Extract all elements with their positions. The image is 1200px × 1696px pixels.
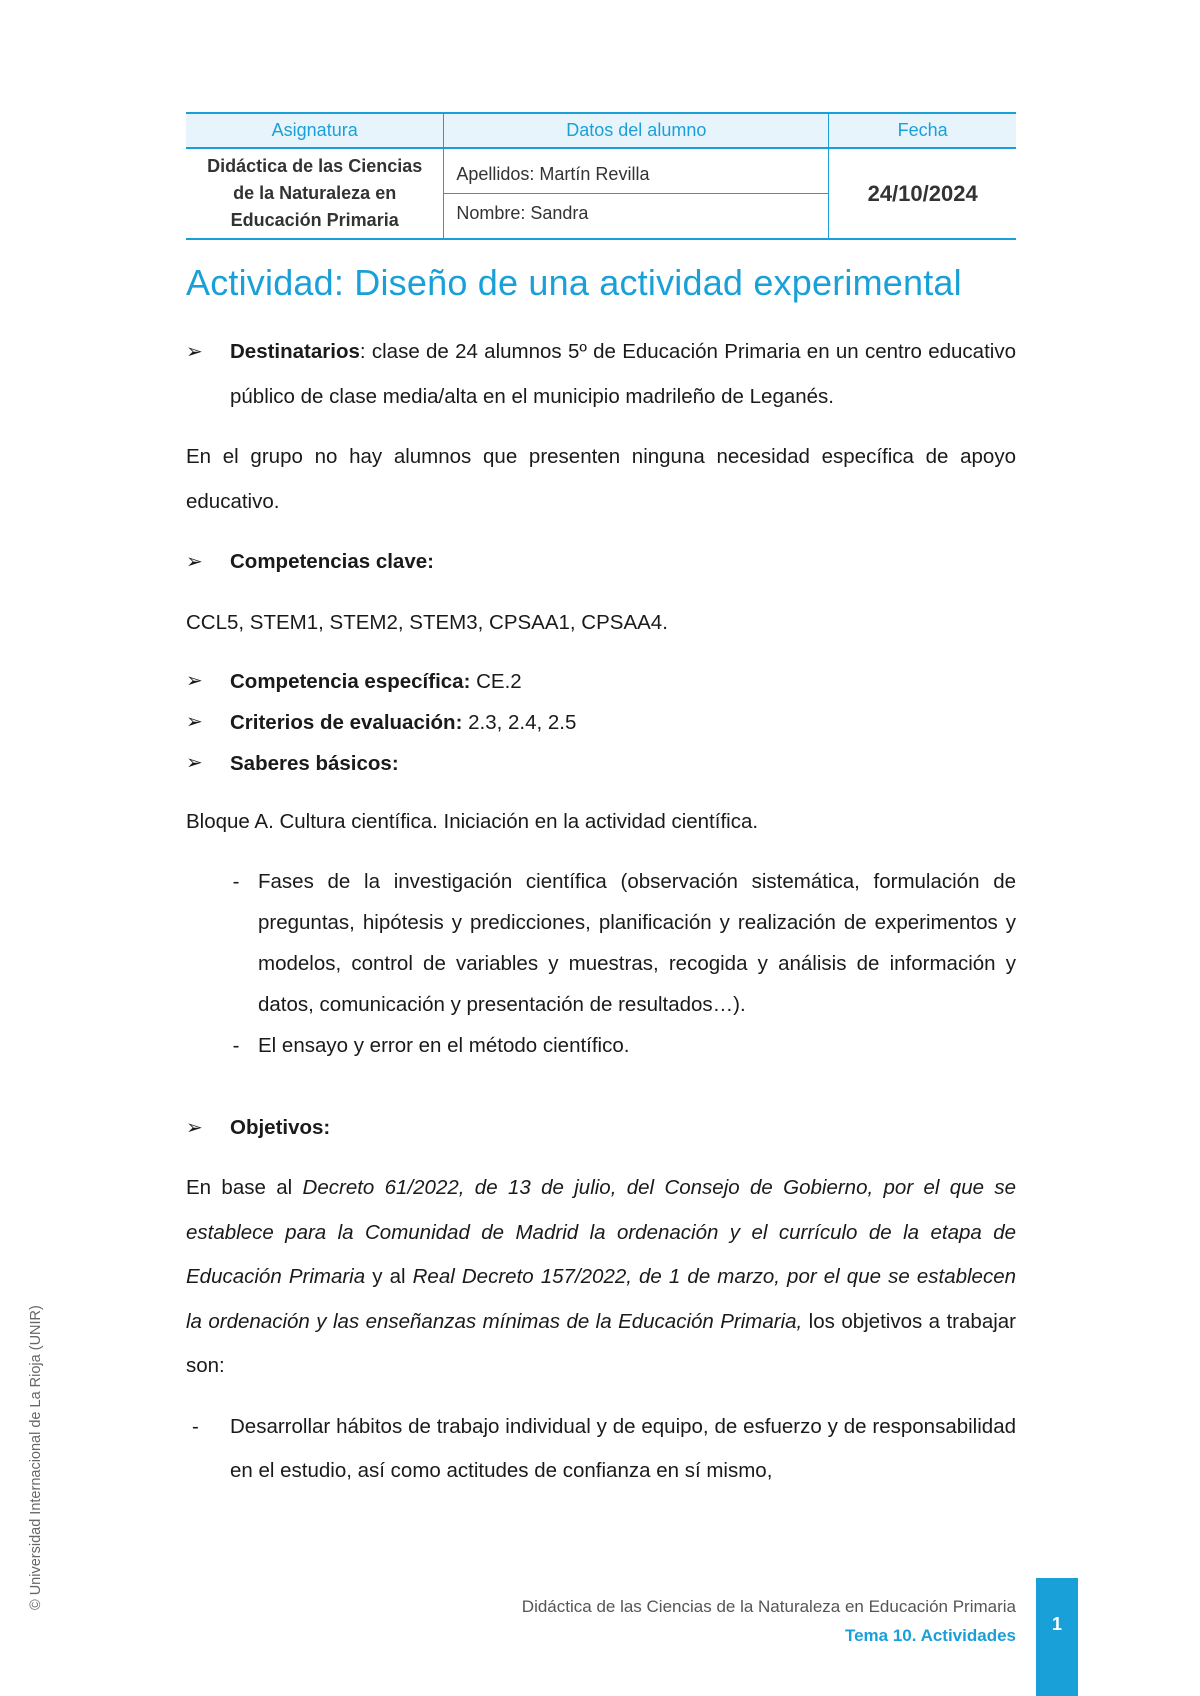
- page-number: 1: [1036, 1578, 1078, 1696]
- student-name: Nombre: Sandra: [456, 202, 589, 223]
- list-item: [186, 743, 1016, 784]
- dash-bullet: -: [232, 1033, 240, 1057]
- grupo-paragraph: En el grupo no hay alumnos que presenten ninguna necesidad específica de apoyo educativo.: [186, 445, 1016, 513]
- list-item: [186, 1106, 1016, 1151]
- objetivos-paragraph: [186, 1166, 1016, 1389]
- competencias-paragraph: CCL5, STEM1, STEM2, STEM3, CPSAA1, CPSAA4.: [186, 610, 668, 634]
- student-cell: [444, 148, 829, 239]
- subject-cell: [186, 148, 444, 239]
- comp-especifica-text: CE.2: [470, 670, 522, 693]
- criterios-label: Criterios de evaluación:: [230, 711, 463, 734]
- header-col-student: Datos del alumno: [444, 113, 829, 148]
- competencias-label: Competencias clave:: [230, 550, 434, 573]
- arrowhead-bullet-icon: ➢: [186, 711, 203, 733]
- list-item: [186, 1405, 1016, 1494]
- dash-bullet: -: [192, 1414, 199, 1438]
- document-body: [186, 330, 1016, 1494]
- objetivo-text: Desarrollar hábitos de trabajo individual y de equipo, de esfuerzo y de responsabilidad en el estudio, así como actitudes de confianza en sí mismo,: [230, 1414, 1016, 1482]
- copyright-notice: © Universidad Internacional de La Rioja (UNIR): [28, 1305, 44, 1610]
- date-cell: 24/10/2024: [829, 148, 1016, 239]
- arrowhead-bullet-icon: ➢: [186, 341, 203, 363]
- saber-text: El ensayo y error en el método científico.: [258, 1033, 630, 1057]
- arrowhead-bullet-icon: ➢: [186, 1116, 203, 1139]
- decreto-citation: Decreto 61/2022, de 13 de julio, del Consejo de Gobierno, por el que se establece para la Comunidad de Madrid la ordenación y el currículo de la etapa de Educación Primaria: [186, 1176, 1017, 1288]
- destinatarios-label: Destinatarios: [230, 340, 360, 363]
- decreto-citation: Real Decreto 157/2022, de 1 de marzo, por el que se establecen la ordenación y las enseñanzas mínimas de la Educación Primaria,: [186, 1265, 1016, 1333]
- comp-especifica-label: Competencia específica:: [230, 670, 471, 693]
- list-item: [186, 540, 1016, 585]
- list-item: [186, 330, 1016, 419]
- list-item: [186, 861, 1016, 1025]
- page-title: Actividad: Diseño de una actividad experimental: [186, 262, 962, 303]
- header-col-subject: Asignatura: [186, 113, 444, 148]
- dash-bullet: -: [232, 869, 240, 893]
- list-item: [186, 1025, 1016, 1066]
- arrowhead-bullet-icon: ➢: [186, 551, 203, 573]
- destinatarios-text: : clase de 24 alumnos 5º de Educación Primaria en un centro educativo público de clase media/alta en el municipio madrileño de Leganés.: [230, 340, 1016, 408]
- objetivos-label: Objetivos:: [230, 1115, 331, 1139]
- obj-intro: los objetivos a trabajar son:: [186, 1309, 1016, 1377]
- arrowhead-bullet-icon: ➢: [186, 670, 203, 692]
- saber-text: Fases de la investigación científica (observación sistemática, formulación de preguntas, hipótesis y predicciones, planificación y realización de experimentos y modelos, control de variables y muestras, recogida y análisis de información y datos, comunicación y presentación de resultados…).: [258, 869, 1016, 1016]
- subject-line: de la Naturaleza en: [233, 183, 397, 203]
- footer-topic: Tema 10. Actividades: [844, 1626, 1016, 1645]
- bloque-paragraph: Bloque A. Cultura científica. Iniciación en la actividad científica.: [186, 810, 759, 833]
- student-surname: Apellidos: Martín Revilla: [444, 155, 828, 194]
- header-table: [186, 112, 1016, 240]
- subject-line: Didáctica de las Ciencias: [207, 156, 423, 176]
- criterios-text: 2.3, 2.4, 2.5: [462, 711, 577, 734]
- header-col-date: Fecha: [829, 113, 1016, 148]
- arrowhead-bullet-icon: ➢: [186, 752, 203, 774]
- obj-intro: En base al: [186, 1176, 303, 1199]
- saberes-label: Saberes básicos:: [230, 752, 399, 775]
- list-item: [186, 661, 1016, 702]
- footer-course: Didáctica de las Ciencias de la Naturaleza en Educación Primaria: [521, 1597, 1016, 1616]
- subject-line: Educación Primaria: [230, 210, 399, 230]
- list-item: [186, 702, 1016, 743]
- obj-intro: y al: [365, 1265, 413, 1288]
